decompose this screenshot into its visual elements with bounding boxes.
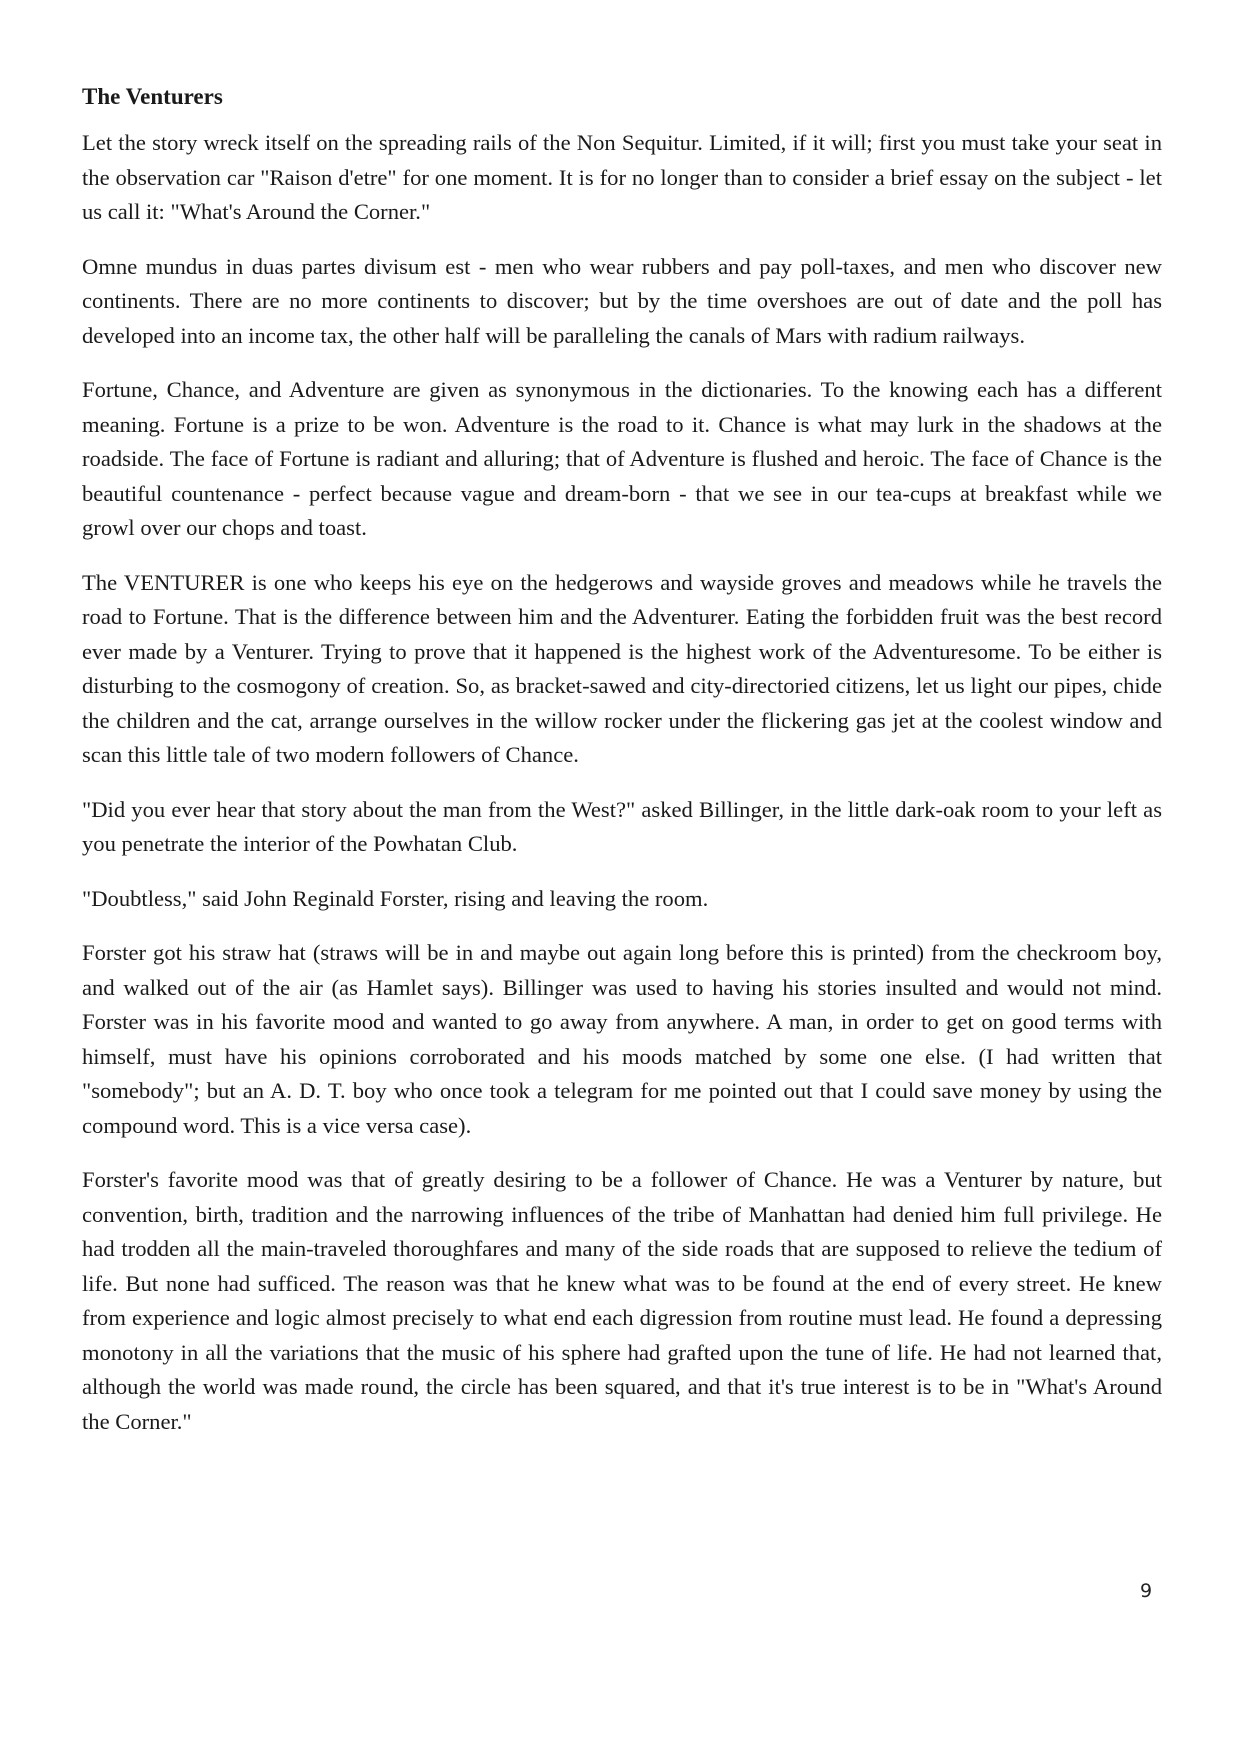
paragraph: "Did you ever hear that story about the man from the West?" asked Billinger, in the little dark-oak room to your left as you penetrate the interior of the Powhatan Club. [82, 796, 1162, 856]
chapter-title: The Venturers [82, 84, 223, 109]
page-number: 9 [1140, 1580, 1153, 1602]
paragraph: Forster got his straw hat (straws will be in and maybe out again long before this is printed) from the checkroom boy, and walked out of the air (as Hamlet says). Billinger was used to having his stories insulted and would not mind. Forster was in his favorite mood and wanted to go away from anywhere. A man, in order to get on good terms with himself, must have his opinions corroborated and his moods matched by some one else. (I had written that "somebody"; but an A. D. T. boy who once took a telegram for me pointed out that I could save money by using the compound word. This is a vice versa case). [82, 940, 1162, 1138]
paragraph: The VENTURER is one who keeps his eye on the hedgerows and wayside groves and meadows while he travels the road to Fortune. That is the difference between him and the Adventurer. Eating the forbidden fruit was the best record ever made by a Venturer. Trying to prove that it happened is the highest work of the Adventuresome. To be either is disturbing to the cosmogony of creation. So, as bracket-sawed and city-directoried citizens, let us light our pipes, chide the children and the cat, arrange ourselves in the willow rocker under the flickering gas jet at the coolest window and scan this little tale of two modern followers of Chance. [82, 569, 1162, 767]
paragraph: Omne mundus in duas partes divisum est - men who wear rubbers and pay poll-taxes, and men who discover new continents. There are no more continents to discover; but by the time overshoes are out of date and the poll has developed into an income tax, the other half will be paralleling the canals of Mars with radium railways. [82, 253, 1162, 348]
paragraph: Let the story wreck itself on the spreading rails of the Non Sequitur. Limited, if it will; first you must take your seat in the observation car "Raison d'etre" for one moment. It is for no longer than to consider a brief essay on the subject - let us call it: "What's Around the Corner." [82, 130, 1162, 224]
document-page [82, 80, 1162, 1459]
paragraph: Fortune, Chance, and Adventure are given as synonymous in the dictionaries. To the knowing each has a different meaning. Fortune is a prize to be won. Adventure is the road to it. Chance is what may lurk in the shadows at the roadside. The face of Fortune is radiant and alluring; that of Adventure is flushed and heroic. The face of Chance is the beautiful countenance - perfect because vague and dream-born - that we see in our tea-cups at breakfast while we growl over our chops and toast. [82, 377, 1162, 540]
paragraph: "Doubtless," said John Reginald Forster, rising and leaving the room. [82, 885, 709, 911]
paragraph: Forster's favorite mood was that of greatly desiring to be a follower of Chance. He was a Venturer by nature, but convention, birth, tradition and the narrowing influences of the tribe of Manhattan had denied him full privilege. He had trodden all the main-traveled thoroughfares and many of the side roads that are supposed to relieve the tedium of life. But none had sufficed. The reason was that he knew what was to be found at the end of every street. He knew from experience and logic almost precisely to what end each digression from routine must lead. He found a depressing monotony in all the variations that the music of his sphere had grafted upon the tune of life. He had not learned that, although the world was made round, the circle has been squared, and that it's true interest is to be in "What's Around the Corner." [82, 1167, 1162, 1434]
